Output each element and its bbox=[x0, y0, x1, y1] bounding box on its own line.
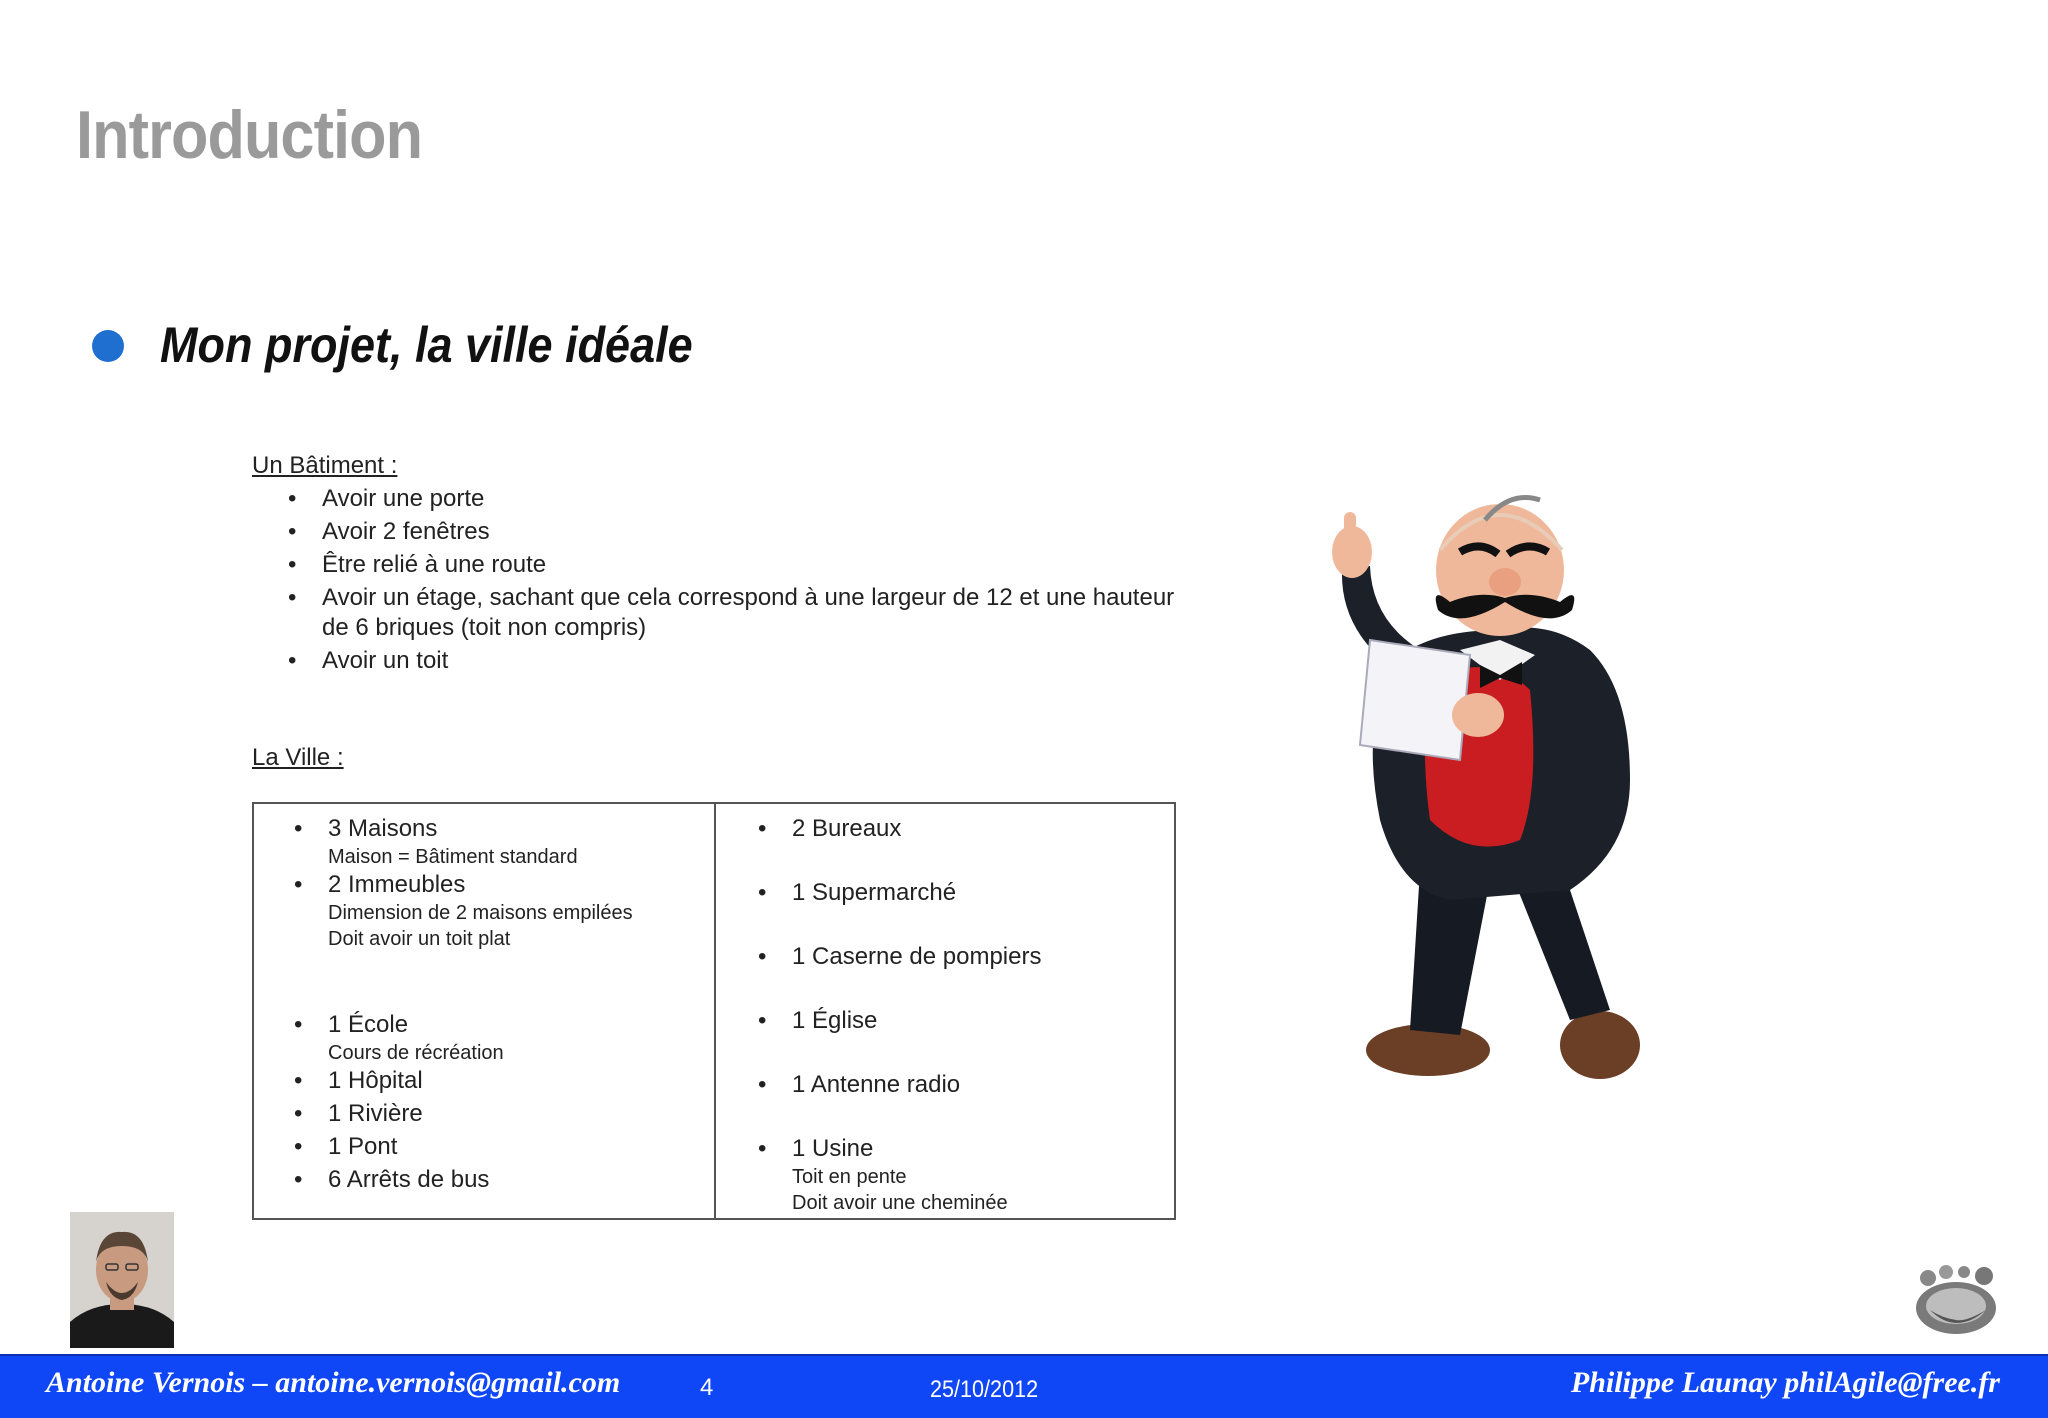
slide-subtitle: Mon projet, la ville idéale bbox=[160, 317, 693, 373]
list-item: • Avoir un étage, sachant que cela correspond à une largeur de 12 et une hauteur de 6 briques (toit non compris) bbox=[252, 583, 1182, 643]
city-table bbox=[252, 802, 1176, 1220]
list-item: • Être relié à une route bbox=[252, 550, 1182, 580]
presenter-photo bbox=[70, 1212, 174, 1348]
footer-coauthor: Philippe Launay philAgile@free.fr bbox=[1570, 1366, 2000, 1399]
list-item: • 2 Bureaux bbox=[716, 814, 1174, 844]
list-item: • 1 Antenne radio bbox=[716, 1070, 1174, 1100]
list-item: • 1 Église bbox=[716, 1006, 1174, 1036]
city-table-left-column bbox=[254, 804, 716, 1218]
batiment-heading: Un Bâtiment : bbox=[252, 452, 398, 479]
batiment-list bbox=[252, 484, 1182, 676]
list-item: • 1 École bbox=[254, 1010, 714, 1040]
footer-author: Antoine Vernois – antoine.vernois@gmail.com bbox=[46, 1366, 621, 1399]
slide-title: Introduction bbox=[76, 97, 423, 173]
list-item: • 3 Maisons bbox=[254, 814, 714, 844]
ville-heading: La Ville : bbox=[252, 744, 344, 771]
list-item: • 1 Pont bbox=[254, 1132, 714, 1162]
corner-logo-icon bbox=[1906, 1256, 2002, 1340]
list-item: • Avoir un toit bbox=[252, 646, 1182, 676]
list-item: • 1 Supermarché bbox=[716, 878, 1174, 908]
item-note: Maison = Bâtiment standard bbox=[328, 846, 578, 868]
list-item: • 1 Hôpital bbox=[254, 1066, 714, 1096]
item-note: Cours de récréation bbox=[328, 1042, 504, 1064]
item-note: Doit avoir un toit plat bbox=[328, 928, 511, 950]
item-note: Toit en pente bbox=[792, 1166, 907, 1188]
list-item: • 1 Caserne de pompiers bbox=[716, 942, 1174, 972]
list-item: • 2 Immeubles bbox=[254, 870, 714, 900]
list-item: • 1 Rivière bbox=[254, 1099, 714, 1129]
list-item: • 6 Arrêts de bus bbox=[254, 1165, 714, 1195]
mayor-character-illustration bbox=[1300, 490, 1700, 1100]
list-item: • 1 Usine bbox=[716, 1134, 1174, 1164]
footer-bar bbox=[0, 1354, 2048, 1418]
city-table-right-column bbox=[716, 804, 1174, 1218]
requirements-document bbox=[252, 452, 1182, 1214]
item-note: Doit avoir une cheminée bbox=[792, 1192, 1008, 1214]
presenter-portrait-icon bbox=[70, 1212, 174, 1348]
list-item: • Avoir 2 fenêtres bbox=[252, 517, 1182, 547]
footer-date: 25/10/2012 bbox=[930, 1376, 1039, 1403]
list-item: • Avoir une porte bbox=[252, 484, 1182, 514]
item-note: Dimension de 2 maisons empilées bbox=[328, 902, 633, 924]
page-number: 4 bbox=[700, 1374, 714, 1401]
bullet-dot-icon bbox=[92, 330, 124, 362]
